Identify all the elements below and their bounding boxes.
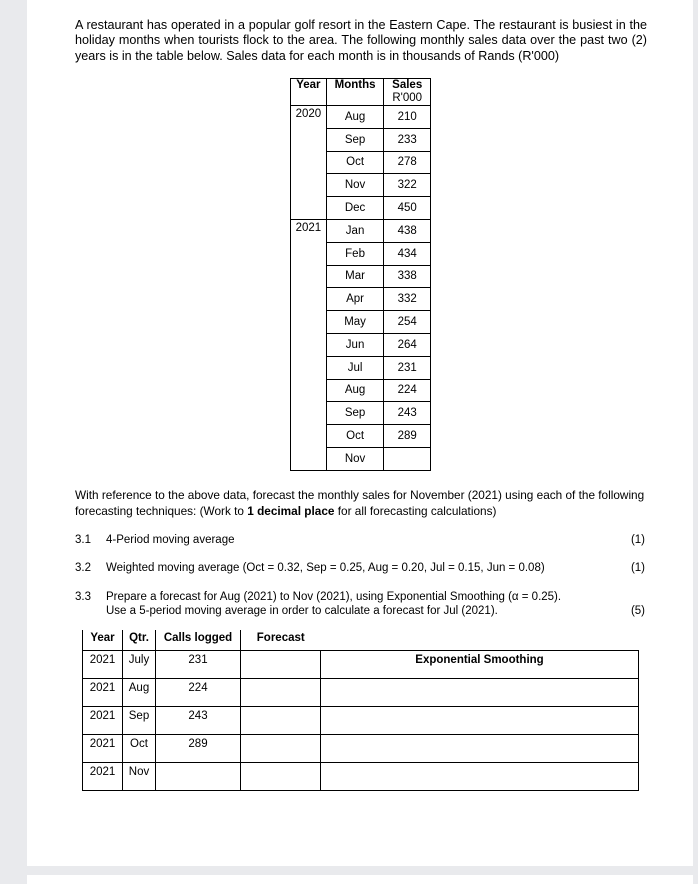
sales-header-label: Sales <box>392 79 423 91</box>
next-page-edge <box>27 875 693 884</box>
sales-header-sales <box>384 79 431 106</box>
sales-month-cell: Jan <box>326 219 384 242</box>
sales-value-cell: 338 <box>384 265 431 288</box>
forecast-row <box>83 678 639 706</box>
sales-month-cell: Nov <box>326 174 384 197</box>
question-marks: (5) <box>630 605 645 617</box>
sales-value-cell: 278 <box>384 151 431 174</box>
exp-smoothing-cell[interactable] <box>321 734 639 762</box>
sales-value-cell: 243 <box>384 402 431 425</box>
forecast-row <box>83 650 639 678</box>
sales-value-cell: 224 <box>384 379 431 402</box>
sales-year-cell: 2020 <box>291 106 327 220</box>
forecast-row <box>83 734 639 762</box>
instruction-text: With reference to the above data, forecast the monthly sales for November (2021) using each of the following forecasting techniques: (Work to <box>75 488 645 518</box>
sales-month-cell: Aug <box>326 379 384 402</box>
exp-smoothing-cell[interactable] <box>321 678 639 706</box>
exp-smoothing-cell[interactable] <box>321 706 639 734</box>
forecast-calls-cell: 231 <box>156 650 241 678</box>
sales-table-body <box>291 106 431 471</box>
forecast-row <box>83 762 639 790</box>
sales-value-cell: 289 <box>384 425 431 448</box>
forecast-qtr-cell: July <box>123 650 156 678</box>
sales-month-cell: Sep <box>326 402 384 425</box>
sales-value-cell: 434 <box>384 242 431 265</box>
sales-value-cell: 254 <box>384 311 431 334</box>
sales-year-cell: 2021 <box>291 219 327 470</box>
forecast-qtr-cell: Aug <box>123 678 156 706</box>
forecast-calls-cell: 224 <box>156 678 241 706</box>
question-text-line2: Use a 5-period moving average in order to calculate a forecast for Jul (2021). <box>106 605 498 617</box>
forecast-table <box>82 630 639 791</box>
forecast-calls-cell <box>156 762 241 790</box>
forecast-header-qtr: Qtr. <box>123 630 156 650</box>
instruction-paragraph <box>75 487 647 519</box>
sales-value-cell: 210 <box>384 106 431 129</box>
forecast-value-cell[interactable] <box>241 734 321 762</box>
forecast-header-year: Year <box>83 630 123 650</box>
question-marks: (1) <box>630 562 645 574</box>
forecast-qtr-cell: Nov <box>123 762 156 790</box>
sales-month-cell: Feb <box>326 242 384 265</box>
sales-value-cell <box>384 447 431 470</box>
sales-value-cell: 264 <box>384 333 431 356</box>
forecast-year-cell: 2021 <box>83 762 123 790</box>
forecast-value-cell[interactable] <box>241 650 321 678</box>
question-number: 3.1 <box>75 534 91 546</box>
sales-month-cell: Dec <box>326 197 384 220</box>
forecast-table-body <box>83 650 639 790</box>
exp-smoothing-cell[interactable] <box>321 762 639 790</box>
question-3-3 <box>75 590 647 622</box>
sales-month-cell: Jun <box>326 333 384 356</box>
question-marks: (1) <box>630 534 645 546</box>
sales-month-cell: Sep <box>326 128 384 151</box>
forecast-header-blank <box>321 630 639 650</box>
instruction-emphasis: 1 decimal place <box>247 504 335 518</box>
forecast-year-cell: 2021 <box>83 706 123 734</box>
sales-month-cell: Oct <box>326 425 384 448</box>
sales-month-cell: Mar <box>326 265 384 288</box>
question-text: Weighted moving average (Oct = 0.32, Sep = 0.25, Aug = 0.20, Jul = 0.15, Jun = 0.08) <box>106 562 545 574</box>
forecast-year-cell: 2021 <box>83 650 123 678</box>
forecast-year-cell: 2021 <box>83 734 123 762</box>
sales-header-unit: R'000 <box>392 92 423 104</box>
question-text: 4-Period moving average <box>106 534 235 546</box>
sales-header-year: Year <box>291 79 327 106</box>
forecast-calls-cell: 243 <box>156 706 241 734</box>
sales-value-cell: 438 <box>384 219 431 242</box>
sales-month-cell: Nov <box>326 447 384 470</box>
sales-row <box>291 219 431 242</box>
forecast-value-cell[interactable] <box>241 706 321 734</box>
sales-value-cell: 332 <box>384 288 431 311</box>
sales-header-months: Months <box>326 79 384 106</box>
forecast-value-cell[interactable] <box>241 678 321 706</box>
question-number: 3.2 <box>75 562 91 574</box>
forecast-qtr-cell: Oct <box>123 734 156 762</box>
intro-paragraph: A restaurant has operated in a popular golf resort in the Eastern Cape. The restaurant is busiest in the holiday months when tourists flock to the area. The following monthly sales data over the past two (2) years is in the table below. Sales data for each month is in thousands of Rands (R'000) <box>75 18 647 63</box>
sales-month-cell: Oct <box>326 151 384 174</box>
sales-month-cell: Aug <box>326 106 384 129</box>
forecast-year-cell: 2021 <box>83 678 123 706</box>
forecast-qtr-cell: Sep <box>123 706 156 734</box>
sales-month-cell: Apr <box>326 288 384 311</box>
sales-month-cell: May <box>326 311 384 334</box>
question-text: Prepare a forecast for Aug (2021) to Nov (2021), using Exponential Smoothing (α = 0.25). <box>106 591 562 603</box>
instruction-text-end: for all forecasting calculations) <box>334 504 497 518</box>
sales-value-cell: 231 <box>384 356 431 379</box>
sales-value-cell: 233 <box>384 128 431 151</box>
forecast-header-forecast: Forecast <box>256 632 305 644</box>
forecast-value-cell[interactable] <box>241 762 321 790</box>
forecast-header-calls: Calls logged <box>156 630 241 650</box>
question-number: 3.3 <box>75 591 91 603</box>
sales-value-cell: 450 <box>384 197 431 220</box>
exp-smoothing-cell[interactable]: Exponential Smoothing <box>321 650 639 678</box>
sales-value-cell: 322 <box>384 174 431 197</box>
forecast-calls-cell: 289 <box>156 734 241 762</box>
forecast-row <box>83 706 639 734</box>
sales-month-cell: Jul <box>326 356 384 379</box>
sales-row <box>291 106 431 129</box>
sales-table <box>290 78 431 471</box>
